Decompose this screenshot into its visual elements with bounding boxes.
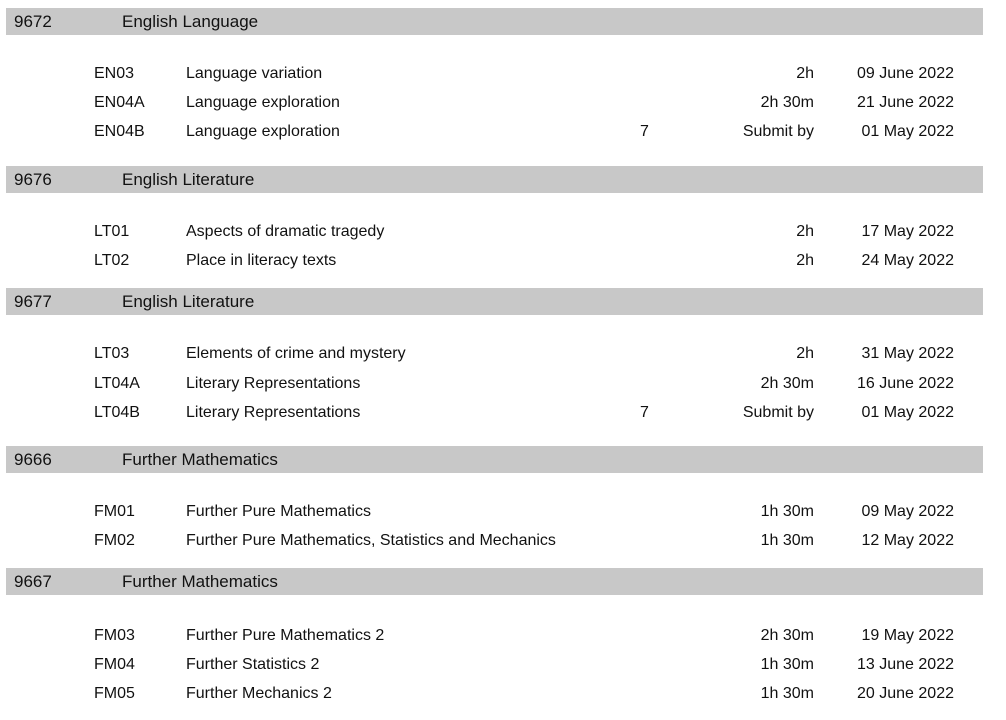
component-date: 01 May 2022 (861, 404, 954, 421)
component-code: FM04 (94, 656, 135, 673)
component-title: Further Pure Mathematics, Statistics and Mechanics (186, 532, 556, 549)
section-code: 9666 (14, 450, 52, 469)
section-title: English Language (122, 12, 259, 31)
section-code: 9672 (14, 12, 52, 31)
component-title: Elements of crime and mystery (186, 345, 406, 362)
component-date: 01 May 2022 (861, 123, 954, 140)
component-code: LT04B (94, 404, 140, 421)
section-title: Further Mathematics (122, 572, 278, 591)
table-row (0, 684, 1006, 708)
component-duration: 2h (796, 345, 814, 362)
component-code: EN03 (94, 65, 135, 82)
component-title: Further Mechanics 2 (186, 685, 332, 702)
component-duration: 2h 30m (760, 627, 814, 644)
table-row (0, 222, 1006, 246)
component-duration: 2h 30m (760, 375, 814, 392)
component-duration: 1h 30m (760, 532, 814, 549)
component-duration: 1h 30m (760, 685, 814, 702)
component-date: 17 May 2022 (861, 223, 954, 240)
component-extra: 7 (640, 123, 649, 140)
table-row (0, 655, 1006, 679)
component-code: FM01 (94, 503, 135, 520)
section-code: 9677 (14, 292, 52, 311)
component-code: LT03 (94, 345, 130, 362)
component-duration: 2h (796, 252, 814, 269)
component-duration: 1h 30m (760, 656, 814, 673)
component-title: Further Pure Mathematics 2 (186, 627, 385, 644)
component-duration: 2h (796, 65, 814, 82)
component-date: 21 June 2022 (857, 94, 954, 111)
component-date: 09 May 2022 (861, 503, 954, 520)
component-extra: 7 (640, 404, 649, 421)
component-code: FM02 (94, 532, 135, 549)
component-date: 19 May 2022 (861, 627, 954, 644)
component-duration: 2h (796, 223, 814, 240)
component-code: LT02 (94, 252, 130, 269)
component-code: FM05 (94, 685, 135, 702)
table-row (0, 251, 1006, 275)
component-code: FM03 (94, 627, 135, 644)
section-code: 9667 (14, 572, 52, 591)
section-header (6, 288, 983, 315)
table-row (0, 502, 1006, 526)
section-header (6, 8, 983, 35)
section-title: English Literature (122, 292, 255, 311)
table-row (0, 626, 1006, 650)
section-title: English Literature (122, 170, 255, 189)
table-row (0, 64, 1006, 88)
component-title: Language exploration (186, 94, 340, 111)
component-date: 16 June 2022 (857, 375, 954, 392)
component-code: EN04A (94, 94, 145, 111)
table-row (0, 403, 1006, 427)
component-code: LT01 (94, 223, 130, 240)
component-duration: Submit by (742, 123, 814, 140)
component-date: 20 June 2022 (857, 685, 954, 702)
section-title: Further Mathematics (122, 450, 278, 469)
table-row (0, 93, 1006, 117)
component-title: Place in literacy texts (186, 252, 337, 269)
component-date: 13 June 2022 (857, 656, 954, 673)
component-date: 24 May 2022 (861, 252, 954, 269)
section-header (6, 568, 983, 595)
table-row (0, 122, 1006, 146)
component-title: Literary Representations (186, 375, 361, 392)
component-title: Aspects of dramatic tragedy (186, 223, 385, 240)
section-header (6, 446, 983, 473)
component-duration: Submit by (742, 404, 814, 421)
component-date: 12 May 2022 (861, 532, 954, 549)
section-header (6, 166, 983, 193)
table-row (0, 344, 1006, 368)
component-date: 31 May 2022 (861, 345, 954, 362)
component-code: EN04B (94, 123, 145, 140)
section-code: 9676 (14, 170, 52, 189)
component-duration: 2h 30m (760, 94, 814, 111)
component-date: 09 June 2022 (857, 65, 954, 82)
component-duration: 1h 30m (760, 503, 814, 520)
table-row (0, 374, 1006, 398)
component-title: Further Pure Mathematics (186, 503, 371, 520)
component-title: Further Statistics 2 (186, 656, 320, 673)
component-title: Literary Representations (186, 404, 361, 421)
component-code: LT04A (94, 375, 140, 392)
component-title: Language exploration (186, 123, 340, 140)
component-title: Language variation (186, 65, 323, 82)
table-row (0, 531, 1006, 555)
